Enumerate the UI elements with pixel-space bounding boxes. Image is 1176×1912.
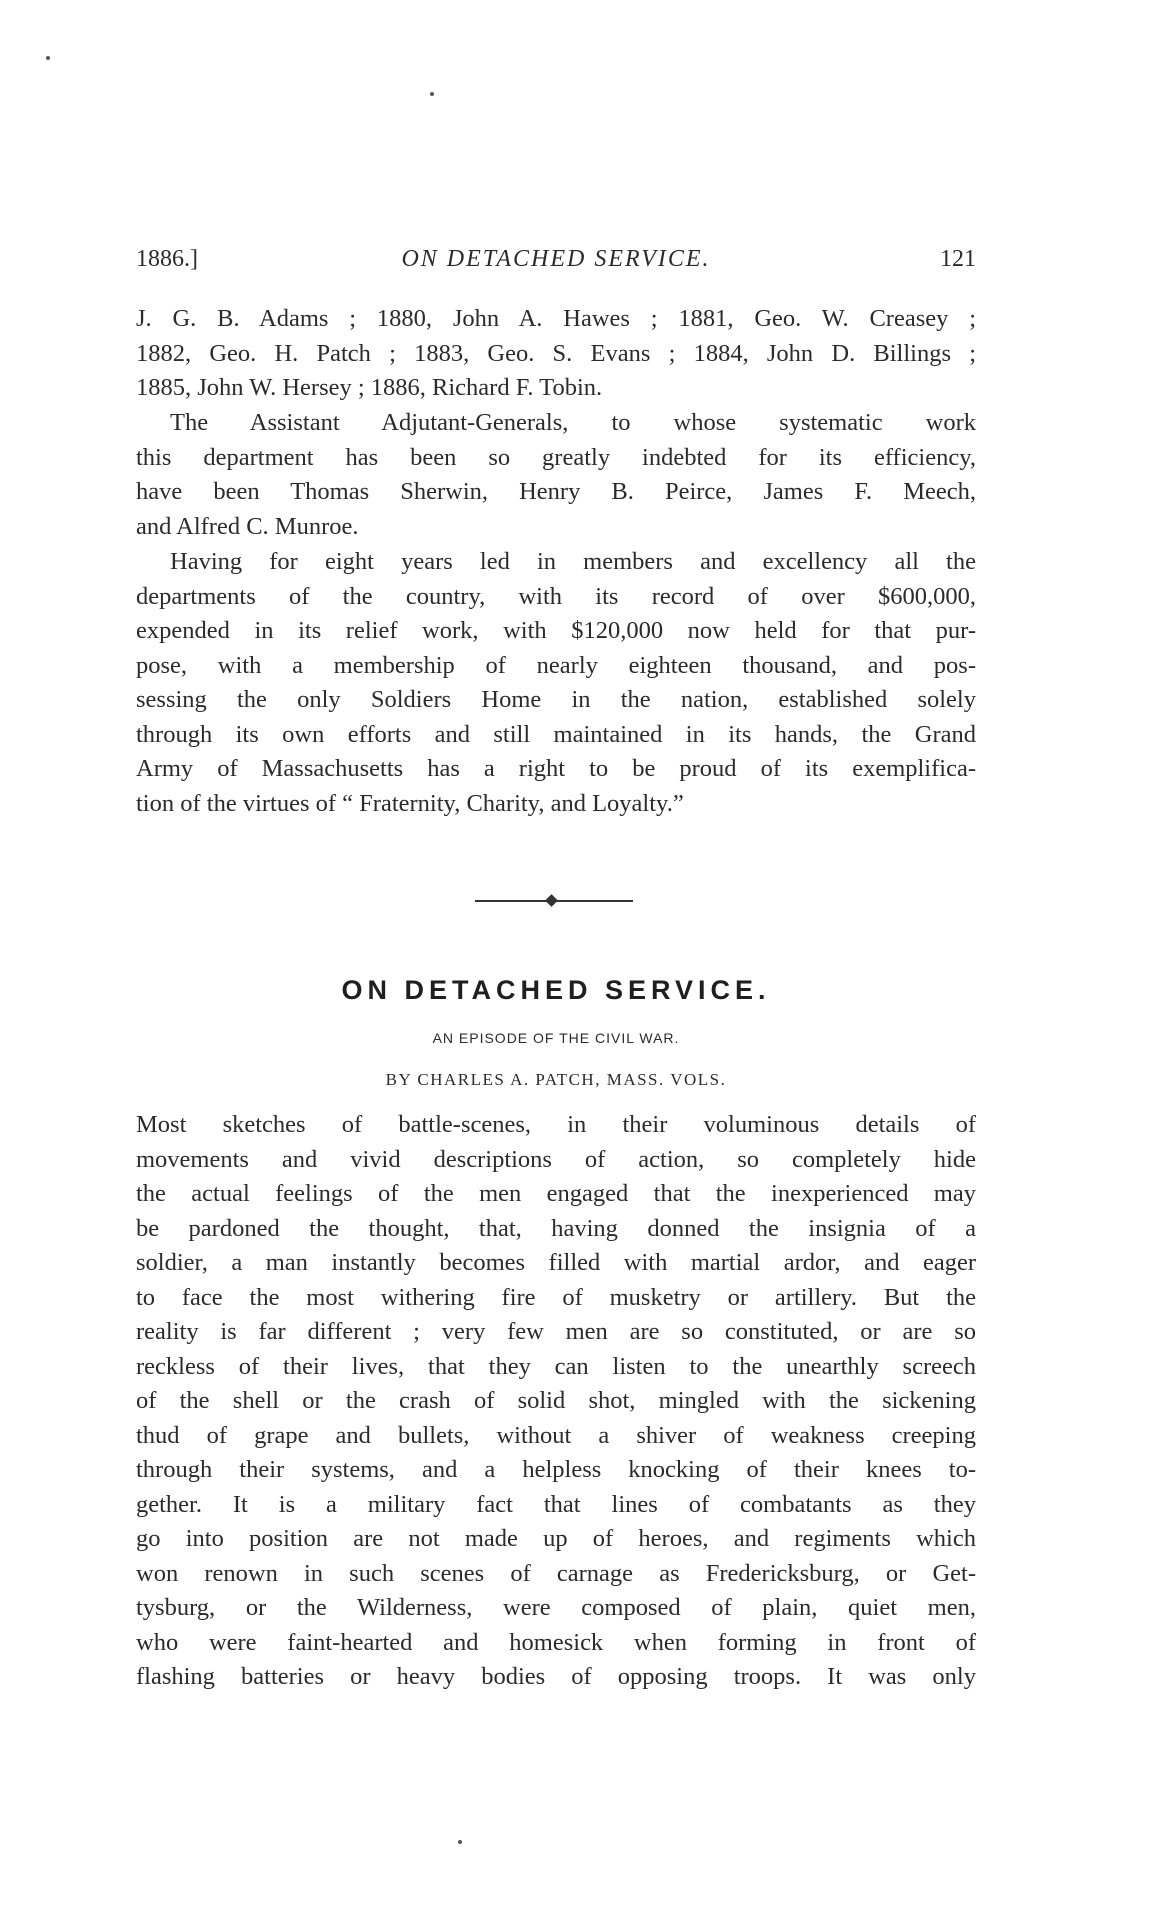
text-line: Having for eight years led in members and excellency all the: [170, 548, 976, 575]
text-line: The Assistant Adjutant-Generals, to whose systematic work: [170, 409, 976, 436]
text-line: to face the most withering fire of musketry or artillery. But the: [136, 1283, 976, 1311]
text-line: Army of Massachusetts has a right to be proud of its exemplifica-: [136, 755, 976, 782]
text-line: won renown in such scenes of carnage as Fredericksburg, or Get-: [136, 1559, 976, 1587]
running-head-date: 1886.]: [136, 246, 198, 272]
intro-paragraph-2: [136, 406, 976, 544]
text-line: soldier, a man instantly becomes filled with martial ardor, and eager: [136, 1249, 976, 1276]
text-line: expended in its relief work, with $120,000 now held for that pur-: [136, 617, 976, 644]
text-line: of the shell or the crash of solid shot, mingled with the sickening: [136, 1387, 976, 1414]
running-head: [136, 246, 976, 280]
divider-ornament: [545, 894, 558, 907]
text-line: gether. It is a military fact that lines of combatants as they: [136, 1490, 976, 1518]
article-body: [136, 1108, 976, 1695]
page-number: 121: [940, 246, 976, 272]
text-line: and Alfred C. Munroe.: [136, 512, 359, 540]
section-divider: [475, 895, 633, 907]
article-subtitle: AN EPISODE OF THE CIVIL WAR.: [432, 1030, 680, 1046]
text-line: through its own efforts and still maintained in its hands, the Grand: [136, 720, 976, 748]
text-line: Most sketches of battle-scenes, in their voluminous details of: [136, 1111, 976, 1138]
text-line: be pardoned the thought, that, having donned the insignia of a: [136, 1214, 976, 1242]
article-byline: BY CHARLES A. PATCH, MASS. VOLS.: [385, 1070, 727, 1089]
page-speck: [430, 92, 434, 96]
text-line: sessing the only Soldiers Home in the nation, established solely: [136, 686, 976, 713]
intro-paragraph-3: [136, 545, 976, 821]
text-line: who were faint-hearted and homesick when forming in front of: [136, 1628, 976, 1656]
text-line: reckless of their lives, that they can listen to the unearthly screech: [136, 1352, 976, 1380]
text-line: reality is far different ; very few men are so constituted, or are so: [136, 1318, 976, 1345]
text-line: thud of grape and bullets, without a shiver of weakness creeping: [136, 1421, 976, 1449]
page-speck: [46, 56, 50, 60]
text-line: go into position are not made up of heroes, and regiments which: [136, 1525, 976, 1552]
text-line: 1882, Geo. H. Patch ; 1883, Geo. S. Evans ; 1884, John D. Billings ;: [136, 339, 976, 367]
text-line: through their systems, and a helpless knocking of their knees to-: [136, 1456, 976, 1483]
article-title: ON DETACHED SERVICE.: [341, 975, 771, 1005]
text-line: tion of the virtues of “ Fraternity, Charity, and Loyalty.”: [136, 789, 684, 817]
text-line: flashing batteries or heavy bodies of opposing troops. It was only: [136, 1663, 976, 1690]
page-speck: [458, 1840, 462, 1844]
text-line: movements and vivid descriptions of action, so completely hide: [136, 1145, 976, 1173]
running-head-title: ON DETACHED SERVICE.: [401, 246, 711, 272]
text-line: this department has been so greatly indebted for its efficiency,: [136, 443, 976, 471]
intro-paragraph-1: [136, 302, 976, 406]
text-line: J. G. B. Adams ; 1880, John A. Hawes ; 1881, Geo. W. Creasey ;: [136, 305, 976, 332]
text-line: 1885, John W. Hersey ; 1886, Richard F. Tobin.: [136, 374, 603, 401]
text-line: pose, with a membership of nearly eighteen thousand, and pos-: [136, 651, 976, 679]
text-line: departments of the country, with its record of over $600,000,: [136, 582, 976, 610]
text-line: have been Thomas Sherwin, Henry B. Peirce, James F. Meech,: [136, 478, 976, 505]
text-line: the actual feelings of the men engaged that the inexperienced may: [136, 1180, 976, 1207]
text-line: tysburg, or the Wilderness, were composed of plain, quiet men,: [136, 1594, 976, 1621]
